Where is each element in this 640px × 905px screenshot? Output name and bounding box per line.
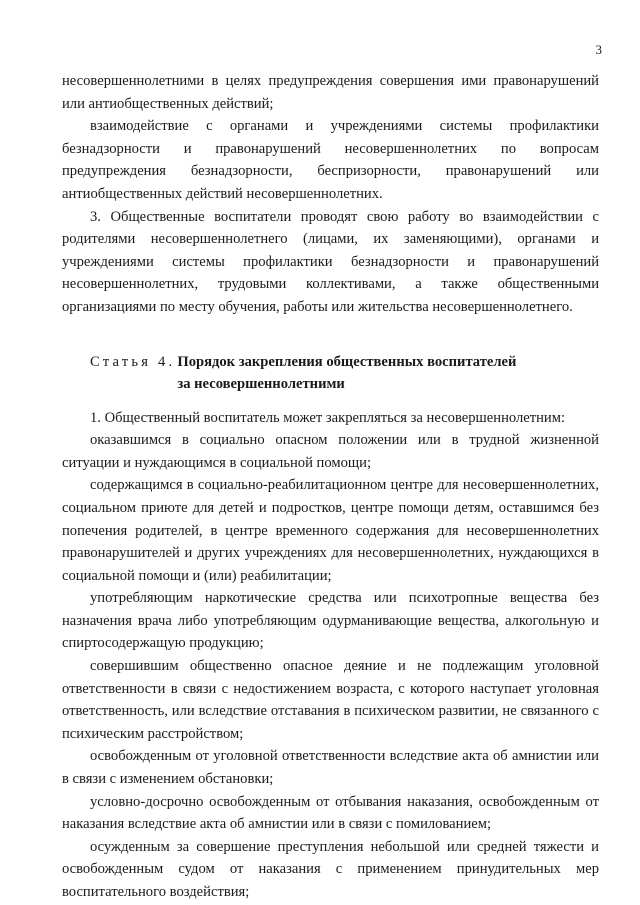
paragraph: употребляющим наркотические средства или психотропные вещества без назначения врача либо употребляющим одурманивающие вещества, алкогольную и спиртосодержащую продукцию;	[62, 590, 599, 652]
paragraph: 1. Общественный воспитатель может закрепляться за несовершеннолетним:	[90, 409, 566, 426]
paragraph: совершившим общественно опасное деяние и не подлежащим уголовной ответственности в связи с недостижением возраста, с которого наступает уголовная ответственность, или вследствие отставания в психическом развитии, не связанного с психическим расстройством;	[62, 658, 599, 742]
paragraph: условно-досрочно освобожденным от отбывания наказания, освобожденным от наказания вследствие акта об амнистии или в связи с помилованием;	[62, 793, 599, 833]
article-heading	[62, 351, 599, 395]
document-body	[62, 70, 599, 904]
paragraph: оказавшимся в социально опасном положении или в трудной жизненной ситуации и нуждающимся в социальной помощи;	[62, 432, 599, 471]
page-number: 3	[595, 42, 602, 57]
paragraph: содержащимся в социально-реабилитационном центре для несовершеннолетних, социальном приюте для детей и подростков, центре помощи детям, оставшимся без попечения родителей, в центре временного содержания для несовершеннолетних правонарушителей и других учреждениях для несовершеннолетних, нуждающихся в социальной помощи и (или) реабилитации;	[62, 477, 599, 584]
spacer	[62, 319, 599, 341]
paragraph: взаимодействие с органами и учреждениями системы профилактики безнадзорности и правонарушений несовершеннолетних по вопросам предупреждения безнадзорности, беспризорности, правонарушений или антиобщественных действий несовершеннолетних.	[62, 118, 599, 202]
paragraph: 3. Общественные воспитатели проводят свою работу во взаимодействии с родителями несовершеннолетнего (лицами, их заменяющими), органами и учреждениями системы профилактики безнадзорности и правонарушений несовершеннолетних, трудовыми коллективами, а также общественными организациями по месту обучения, работы или жительства несовершеннолетнего.	[62, 208, 599, 315]
paragraph: освобожденным от уголовной ответственности вследствие акта об амнистии или в связи с изменением обстановки;	[62, 748, 599, 788]
paragraph: осужденным за совершение преступления небольшой или средней тяжести и освобожденным судом от наказания с применением принудительных мер воспитательного воздействия;	[62, 838, 599, 900]
article-number: Статья 4.	[90, 353, 176, 370]
paragraph: несовершеннолетними в целях предупреждения совершения ими правонарушений или антиобщественных действий;	[62, 73, 599, 112]
article-title: Порядок закрепления общественных воспитателей за несовершеннолетними	[177, 353, 517, 392]
